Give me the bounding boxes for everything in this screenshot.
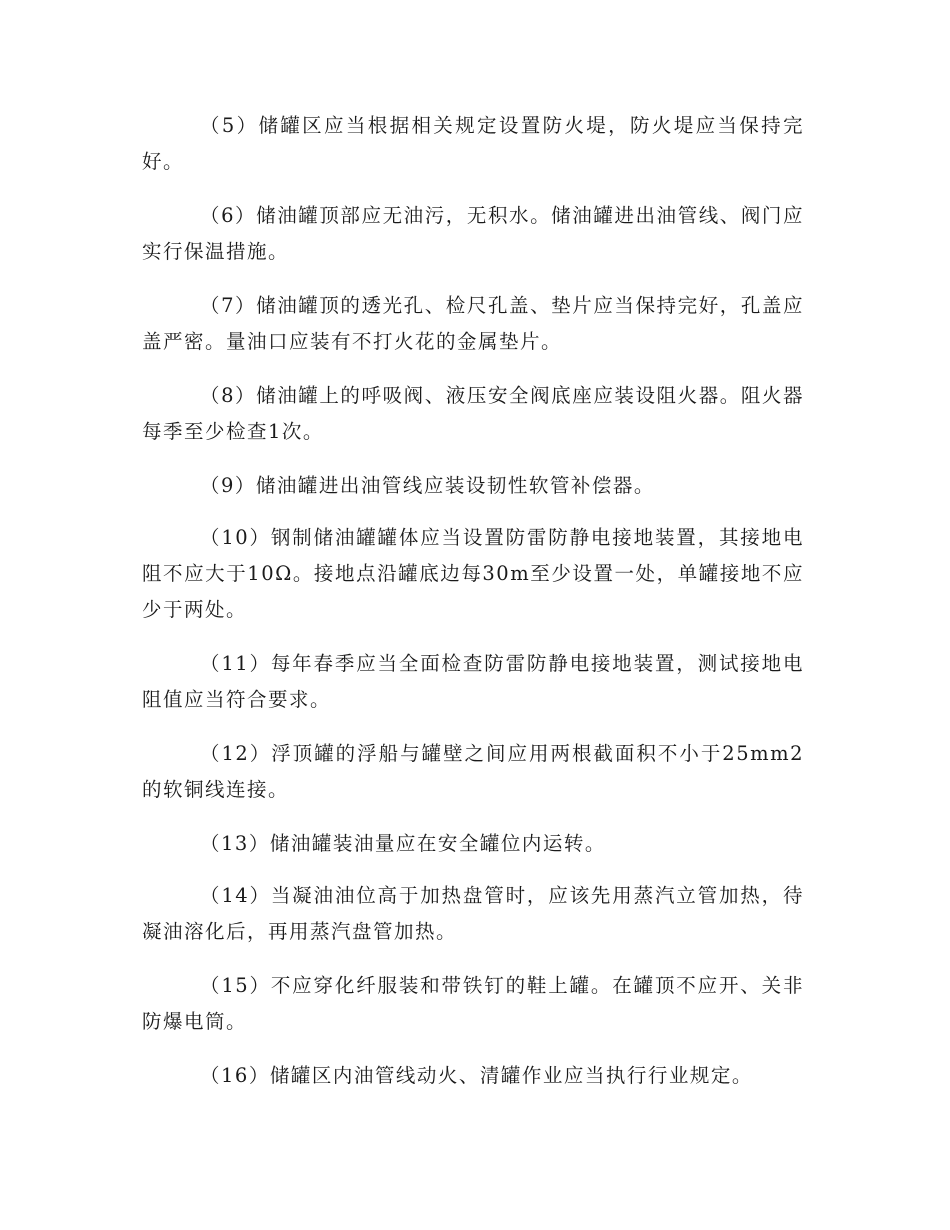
paragraph-11: （11）每年春季应当全面检查防雷防静电接地装置，测试接地电阻值应当符合要求。 — [142, 652, 804, 711]
paragraph-12: （12）浮顶罐的浮船与罐壁之间应用两根截面积不小于25mm2的软铜线连接。 — [142, 742, 804, 801]
paragraph-10: （10）钢制储油罐罐体应当设置防雷防静电接地装置，其接地电阻不应大于10Ω。接地点沿罐底边每30m至少设置一处，单罐接地不应少于两处。 — [142, 526, 804, 621]
paragraph-15: （15）不应穿化纤服装和带铁钉的鞋上罐。在罐顶不应开、关非防爆电筒。 — [142, 974, 804, 1033]
paragraph-7: （7）储油罐顶的透光孔、检尺孔盖、垫片应当保持完好，孔盖应盖严密。量油口应装有不打火花的金属垫片。 — [142, 294, 804, 353]
paragraph-13: （13）储油罐装油量应在安全罐位内运转。 — [200, 832, 606, 855]
paragraph-5: （5）储罐区应当根据相关规定设置防火堤，防火堤应当保持完好。 — [142, 114, 804, 173]
paragraph-16: （16）储罐区内油管线动火、清罐作业应当执行行业规定。 — [200, 1064, 753, 1087]
paragraph-9: （9）储油罐进出油管线应装设韧性软管补偿器。 — [200, 474, 655, 497]
paragraph-14: （14）当凝油油位高于加热盘管时，应该先用蒸汽立管加热，待凝油溶化后，再用蒸汽盘管加热。 — [142, 884, 804, 943]
paragraph-8: （8）储油罐上的呼吸阀、液压安全阀底座应装设阻火器。阻火器每季至少检查1次。 — [142, 384, 804, 443]
paragraph-6: （6）储油罐顶部应无油污，无积水。储油罐进出油管线、阀门应实行保温措施。 — [142, 204, 804, 263]
